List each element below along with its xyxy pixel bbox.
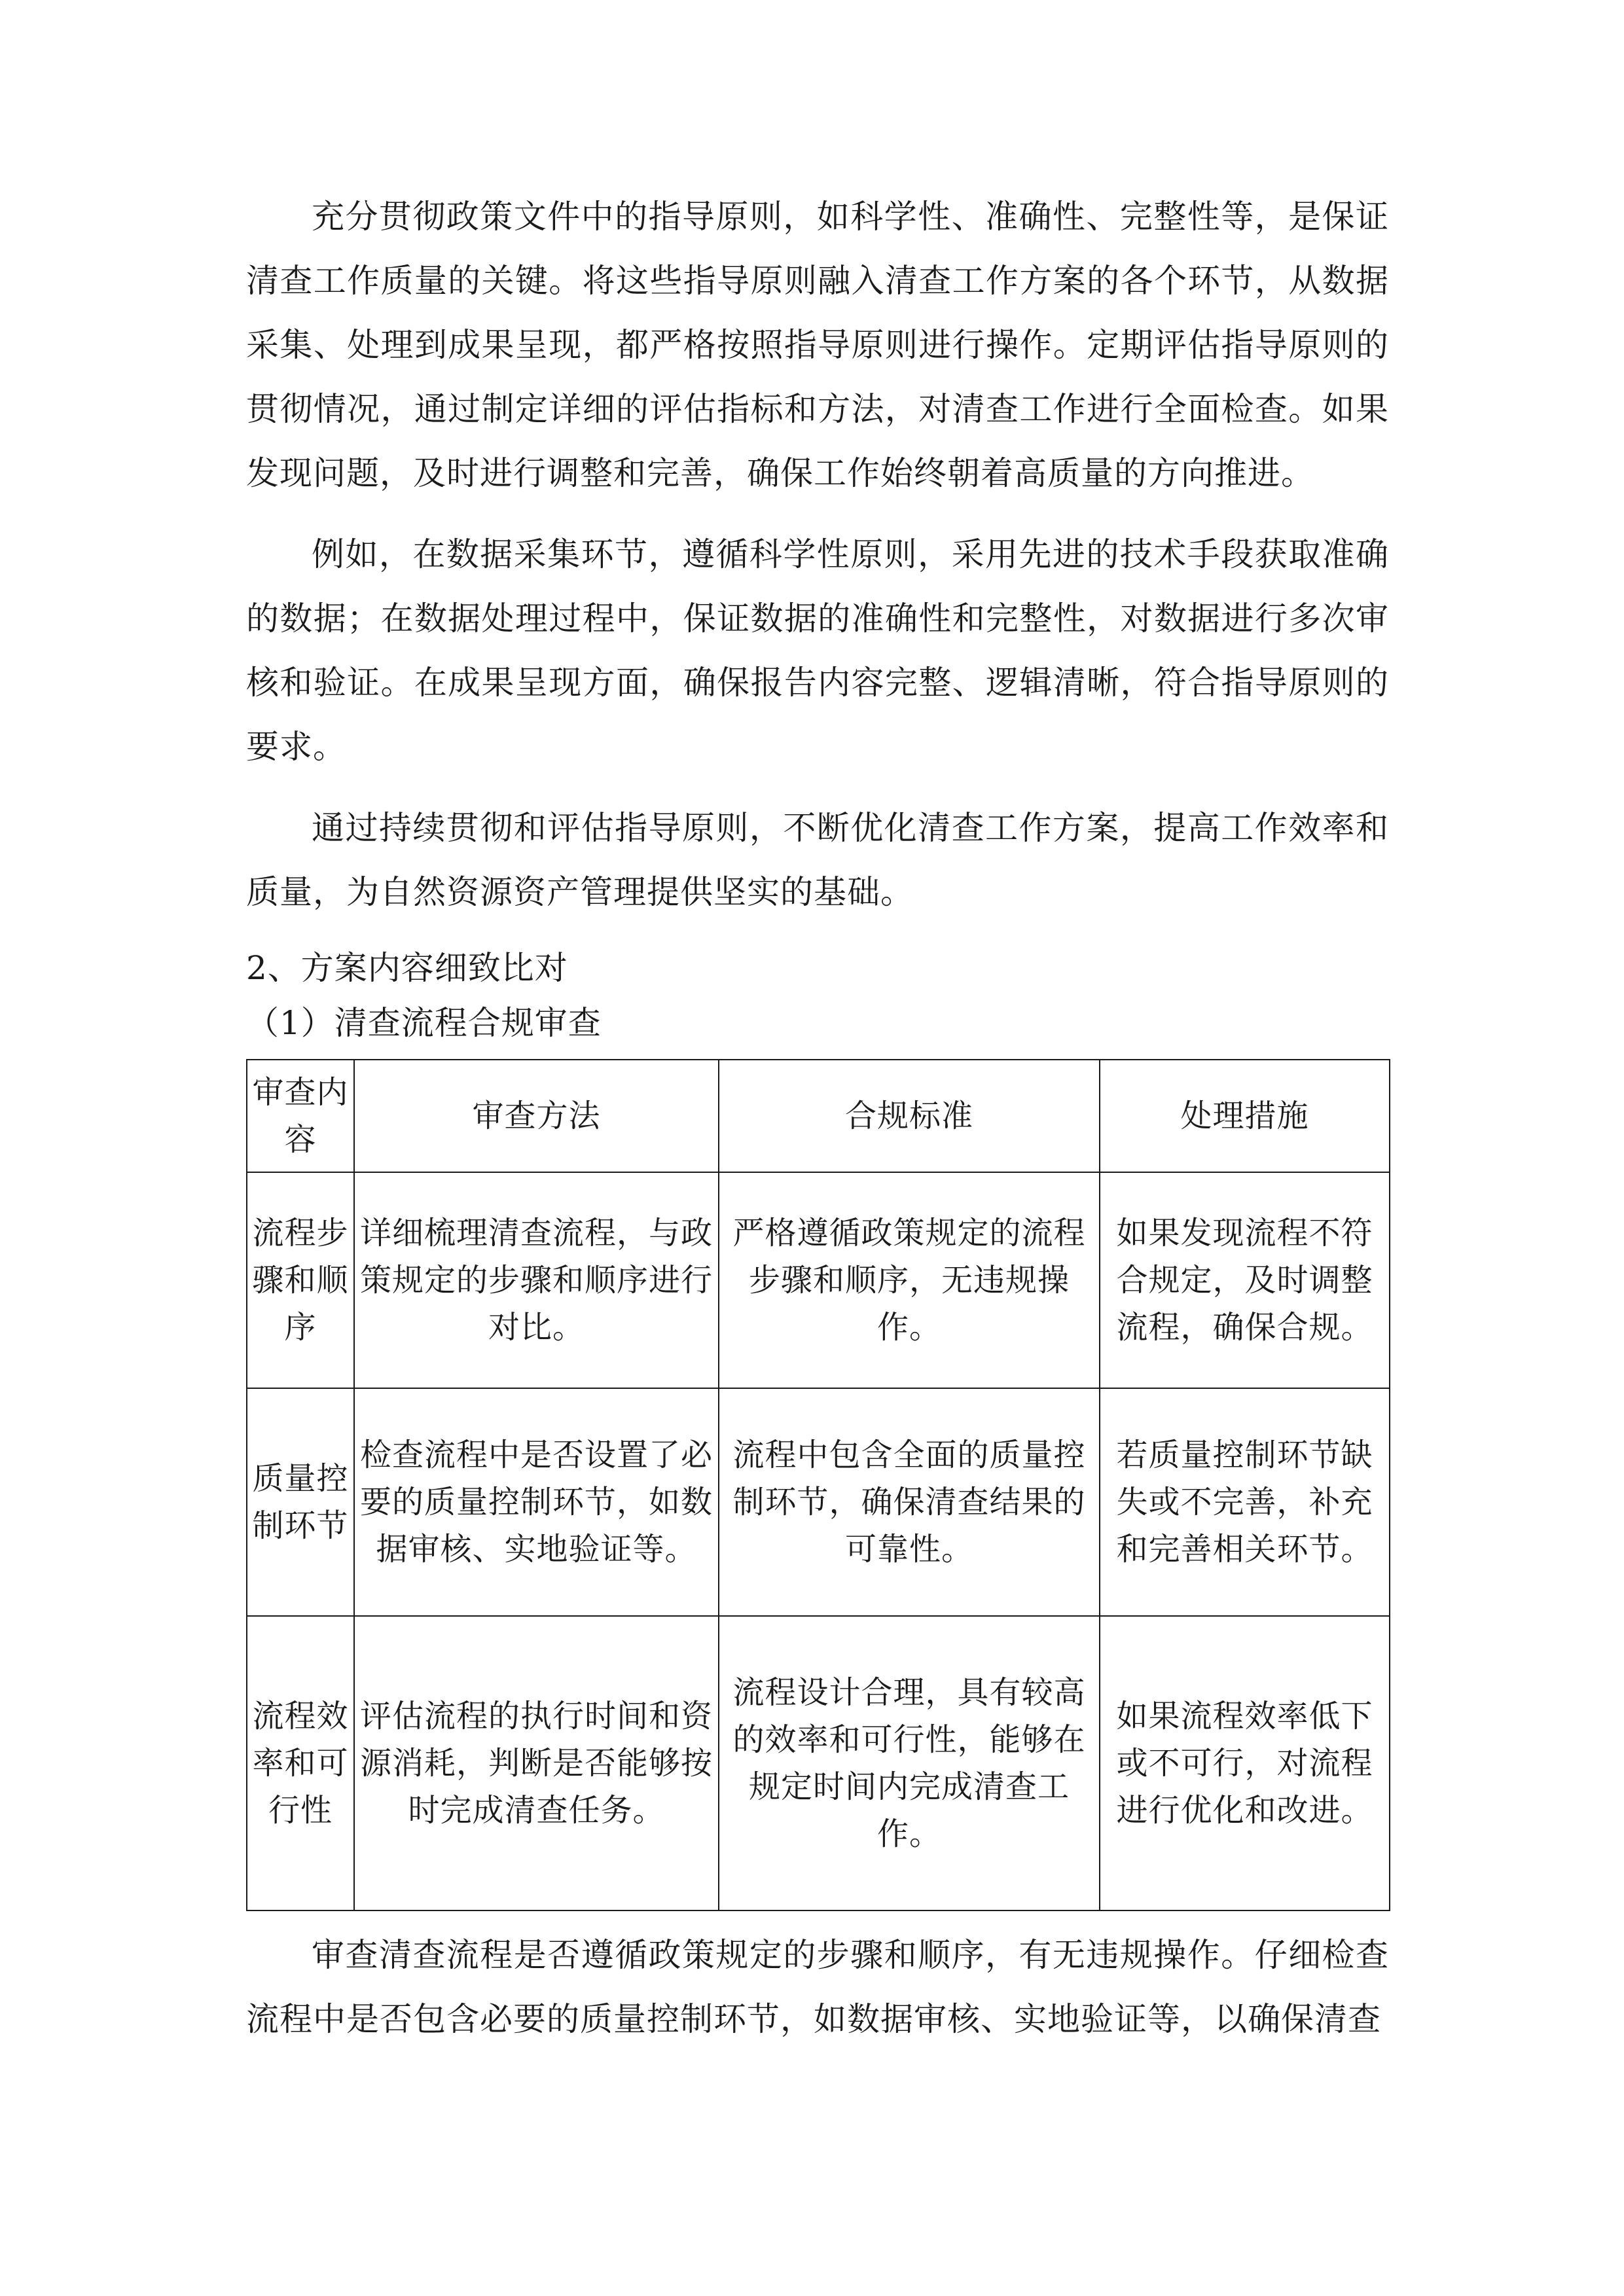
table-cell: 评估流程的执行时间和资源消耗，判断是否能够按时完成清查任务。 [354, 1616, 719, 1910]
document-page [246, 185, 1389, 2051]
table-cell: 若质量控制环节缺失或不完善，补充和完善相关环节。 [1100, 1388, 1390, 1616]
subsection-heading: （1）清查流程合规审查 [246, 1004, 602, 1042]
paragraph-4: 审查清查流程是否遵循政策规定的步骤和顺序，有无违规操作。仔细检查流程中是否包含必要的质量控制环节，如数据审核、实地验证等，以确保清查 [246, 1936, 1389, 2038]
table-cell: 如果发现流程不符合规定，及时调整流程，确保合规。 [1100, 1172, 1390, 1388]
table-header-cell: 处理措施 [1100, 1060, 1390, 1172]
table-row [247, 1172, 1390, 1388]
table-header-cell: 合规标准 [719, 1060, 1100, 1172]
table-cell: 流程中包含全面的质量控制环节，确保清查结果的可靠性。 [719, 1388, 1100, 1616]
table-cell: 严格遵循政策规定的流程步骤和顺序，无违规操作。 [719, 1172, 1100, 1388]
table-cell: 如果流程效率低下或不可行，对流程进行优化和改进。 [1100, 1616, 1390, 1910]
table-cell: 详细梳理清查流程，与政策规定的步骤和顺序进行对比。 [354, 1172, 719, 1388]
table-cell: 流程步骤和顺序 [247, 1172, 354, 1388]
paragraph-3: 通过持续贯彻和评估指导原则，不断优化清查工作方案，提高工作效率和质量，为自然资源资产管理提供坚实的基础。 [246, 809, 1389, 911]
table-row [247, 1616, 1390, 1910]
table-header-row [247, 1060, 1390, 1172]
paragraph-2: 例如，在数据采集环节，遵循科学性原则，采用先进的技术手段获取准确的数据；在数据处理过程中，保证数据的准确性和完整性，对数据进行多次审核和验证。在成果呈现方面，确保报告内容完整、逻辑清晰，符合指导原则的要求。 [246, 535, 1389, 766]
table-cell: 流程效率和可行性 [247, 1616, 354, 1910]
table-cell: 质量控制环节 [247, 1388, 354, 1616]
paragraph-1: 充分贯彻政策文件中的指导原则，如科学性、准确性、完整性等，是保证清查工作质量的关键。将这些指导原则融入清查工作方案的各个环节，从数据采集、处理到成果呈现，都严格按照指导原则进行操作。定期评估指导原则的贯彻情况，通过制定详细的评估指标和方法，对清查工作进行全面检查。如果发现问题，及时进行调整和完善，确保工作始终朝着高质量的方向推进。 [246, 198, 1389, 492]
table-cell: 检查流程中是否设置了必要的质量控制环节，如数据审核、实地验证等。 [354, 1388, 719, 1616]
table-row [247, 1388, 1390, 1616]
table-cell: 流程设计合理，具有较高的效率和可行性，能够在规定时间内完成清查工作。 [719, 1616, 1100, 1910]
section-heading: 2、方案内容细致比对 [246, 949, 568, 987]
table-header-cell: 审查内容 [247, 1060, 354, 1172]
compliance-table [246, 1059, 1390, 1911]
table-header-cell: 审查方法 [354, 1060, 719, 1172]
